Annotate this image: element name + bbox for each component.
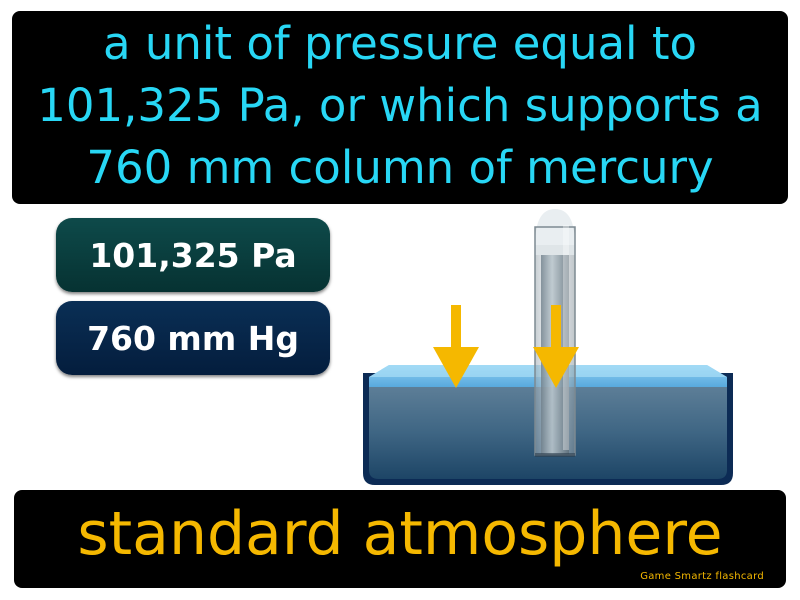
definition-box: [12, 11, 788, 204]
term-title: standard atmosphere: [77, 499, 723, 569]
value-pascal-badge: 101,325 Pa: [56, 218, 330, 292]
term-box: [14, 490, 786, 588]
value-mmhg-badge: 760 mm Hg: [56, 301, 330, 375]
definition-text: a unit of pressure equal to 101,325 Pa, or which supports a 760 mm column of mercury: [37, 16, 763, 194]
barometer-illustration: [355, 205, 745, 490]
brand-label: Game Smartz flashcard: [640, 571, 764, 582]
